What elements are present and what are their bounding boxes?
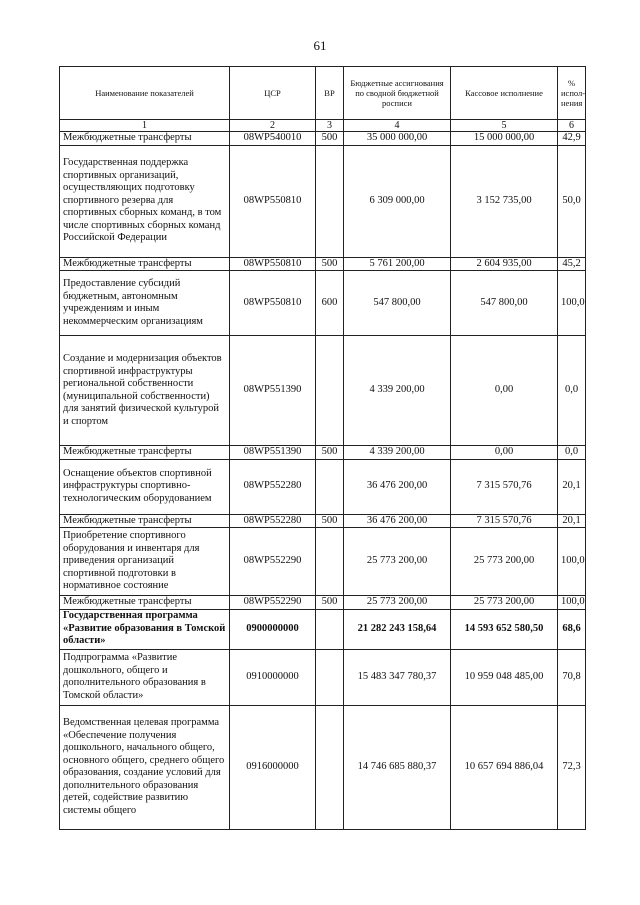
page-number: 61 xyxy=(313,38,327,53)
row-vr: 600 xyxy=(316,271,344,336)
table-row xyxy=(60,271,586,336)
row-vr xyxy=(316,649,344,705)
table-row xyxy=(60,705,586,829)
row-allocation: 35 000 000,00 xyxy=(344,132,451,146)
header-row xyxy=(60,67,586,120)
row-vr: 500 xyxy=(316,596,344,610)
row-allocation: 25 773 200,00 xyxy=(344,528,451,596)
row-csr: 08WP550810 xyxy=(230,271,316,336)
row-name: Предоставление субсидий бюджетным, автономным учреждениям и иным некоммерческим организациям xyxy=(60,271,230,336)
row-cash: 15 000 000,00 xyxy=(451,132,558,146)
row-csr: 08WP552280 xyxy=(230,514,316,528)
header-name: Наименование показателей xyxy=(60,67,230,120)
row-allocation: 36 476 200,00 xyxy=(344,459,451,514)
row-name: Создание и модернизация объектов спортивной инфраструктуры региональной собственности (муниципальной собственности) для занятий физической культурой и спортом xyxy=(60,336,230,446)
row-name: Ведомственная целевая программа «Обеспечение получения дошкольного, начального общего, основного общего, среднего общего образования, создание условий для дополнительного образования детей, содействие развитию системы общего xyxy=(60,705,230,829)
row-percent: 42,9 xyxy=(558,132,586,146)
row-allocation: 25 773 200,00 xyxy=(344,596,451,610)
row-percent: 20,1 xyxy=(558,459,586,514)
row-csr: 0910000000 xyxy=(230,649,316,705)
header-allocations: Бюджетные ассигнования по сводной бюджетной росписи xyxy=(344,67,451,120)
column-number: 3 xyxy=(316,120,344,132)
row-cash: 10 959 048 485,00 xyxy=(451,649,558,705)
row-allocation: 14 746 685 880,37 xyxy=(344,705,451,829)
row-cash: 0,00 xyxy=(451,446,558,460)
row-csr: 08WP552290 xyxy=(230,528,316,596)
header-csr: ЦСР xyxy=(230,67,316,120)
row-csr: 08WP540010 xyxy=(230,132,316,146)
row-name: Межбюджетные трансферты xyxy=(60,446,230,460)
row-vr xyxy=(316,609,344,649)
row-cash: 25 773 200,00 xyxy=(451,528,558,596)
column-number-row xyxy=(60,120,586,132)
row-name: Государственная поддержка спортивных организаций, осуществляющих подготовку спортивного резерва для спортивных сборных команд, в том числе спортивных сборных команд Российской Федерации xyxy=(60,145,230,257)
column-number: 6 xyxy=(558,120,586,132)
row-allocation: 15 483 347 780,37 xyxy=(344,649,451,705)
row-name: Межбюджетные трансферты xyxy=(60,514,230,528)
row-csr: 08WP550810 xyxy=(230,257,316,271)
row-cash: 0,00 xyxy=(451,336,558,446)
row-name: Приобретение спортивного оборудования и инвентаря для приведения организаций спортивной подготовки в нормативное состояние xyxy=(60,528,230,596)
row-vr xyxy=(316,705,344,829)
table-row xyxy=(60,596,586,610)
row-cash: 7 315 570,76 xyxy=(451,459,558,514)
row-percent: 70,8 xyxy=(558,649,586,705)
row-csr: 08WP550810 xyxy=(230,145,316,257)
row-allocation: 6 309 000,00 xyxy=(344,145,451,257)
table-row xyxy=(60,132,586,146)
row-cash: 2 604 935,00 xyxy=(451,257,558,271)
row-vr xyxy=(316,336,344,446)
row-cash: 14 593 652 580,50 xyxy=(451,609,558,649)
budget-table xyxy=(59,66,586,830)
row-csr: 0900000000 xyxy=(230,609,316,649)
column-number: 1 xyxy=(60,120,230,132)
row-percent: 72,3 xyxy=(558,705,586,829)
table-row xyxy=(60,609,586,649)
row-percent: 68,6 xyxy=(558,609,586,649)
table-row xyxy=(60,528,586,596)
row-cash: 25 773 200,00 xyxy=(451,596,558,610)
row-csr: 08WP551390 xyxy=(230,336,316,446)
row-vr: 500 xyxy=(316,257,344,271)
table-row xyxy=(60,257,586,271)
row-csr: 08WP552280 xyxy=(230,459,316,514)
row-vr: 500 xyxy=(316,514,344,528)
table-row xyxy=(60,446,586,460)
row-name: Межбюджетные трансферты xyxy=(60,257,230,271)
row-cash: 7 315 570,76 xyxy=(451,514,558,528)
column-number: 4 xyxy=(344,120,451,132)
row-percent: 100,0 xyxy=(558,271,586,336)
row-allocation: 4 339 200,00 xyxy=(344,446,451,460)
table-row xyxy=(60,459,586,514)
row-percent: 45,2 xyxy=(558,257,586,271)
header-pct: % испол-нения xyxy=(558,67,586,120)
header-cash: Кассовое исполнение xyxy=(451,67,558,120)
row-percent: 50,0 xyxy=(558,145,586,257)
row-name: Оснащение объектов спортивной инфраструктуры спортивно-технологическим оборудованием xyxy=(60,459,230,514)
row-percent: 0,0 xyxy=(558,446,586,460)
row-name: Межбюджетные трансферты xyxy=(60,132,230,146)
row-vr: 500 xyxy=(316,446,344,460)
row-percent: 20,1 xyxy=(558,514,586,528)
table-row xyxy=(60,336,586,446)
row-vr xyxy=(316,459,344,514)
table-row xyxy=(60,514,586,528)
row-vr xyxy=(316,528,344,596)
table-row xyxy=(60,145,586,257)
row-csr: 0916000000 xyxy=(230,705,316,829)
column-number: 2 xyxy=(230,120,316,132)
table-row xyxy=(60,649,586,705)
row-percent: 100,0 xyxy=(558,528,586,596)
row-allocation: 21 282 243 158,64 xyxy=(344,609,451,649)
row-percent: 0,0 xyxy=(558,336,586,446)
row-allocation: 547 800,00 xyxy=(344,271,451,336)
row-cash: 3 152 735,00 xyxy=(451,145,558,257)
row-cash: 10 657 694 886,04 xyxy=(451,705,558,829)
row-name: Государственная программа «Развитие образования в Томской области» xyxy=(60,609,230,649)
row-cash: 547 800,00 xyxy=(451,271,558,336)
row-name: Межбюджетные трансферты xyxy=(60,596,230,610)
header-vr: ВР xyxy=(316,67,344,120)
column-number: 5 xyxy=(451,120,558,132)
row-vr xyxy=(316,145,344,257)
row-percent: 100,0 xyxy=(558,596,586,610)
row-allocation: 5 761 200,00 xyxy=(344,257,451,271)
row-allocation: 36 476 200,00 xyxy=(344,514,451,528)
row-name: Подпрограмма «Развитие дошкольного, общего и дополнительного образования в Томской области» xyxy=(60,649,230,705)
row-allocation: 4 339 200,00 xyxy=(344,336,451,446)
row-csr: 08WP552290 xyxy=(230,596,316,610)
row-vr: 500 xyxy=(316,132,344,146)
row-csr: 08WP551390 xyxy=(230,446,316,460)
